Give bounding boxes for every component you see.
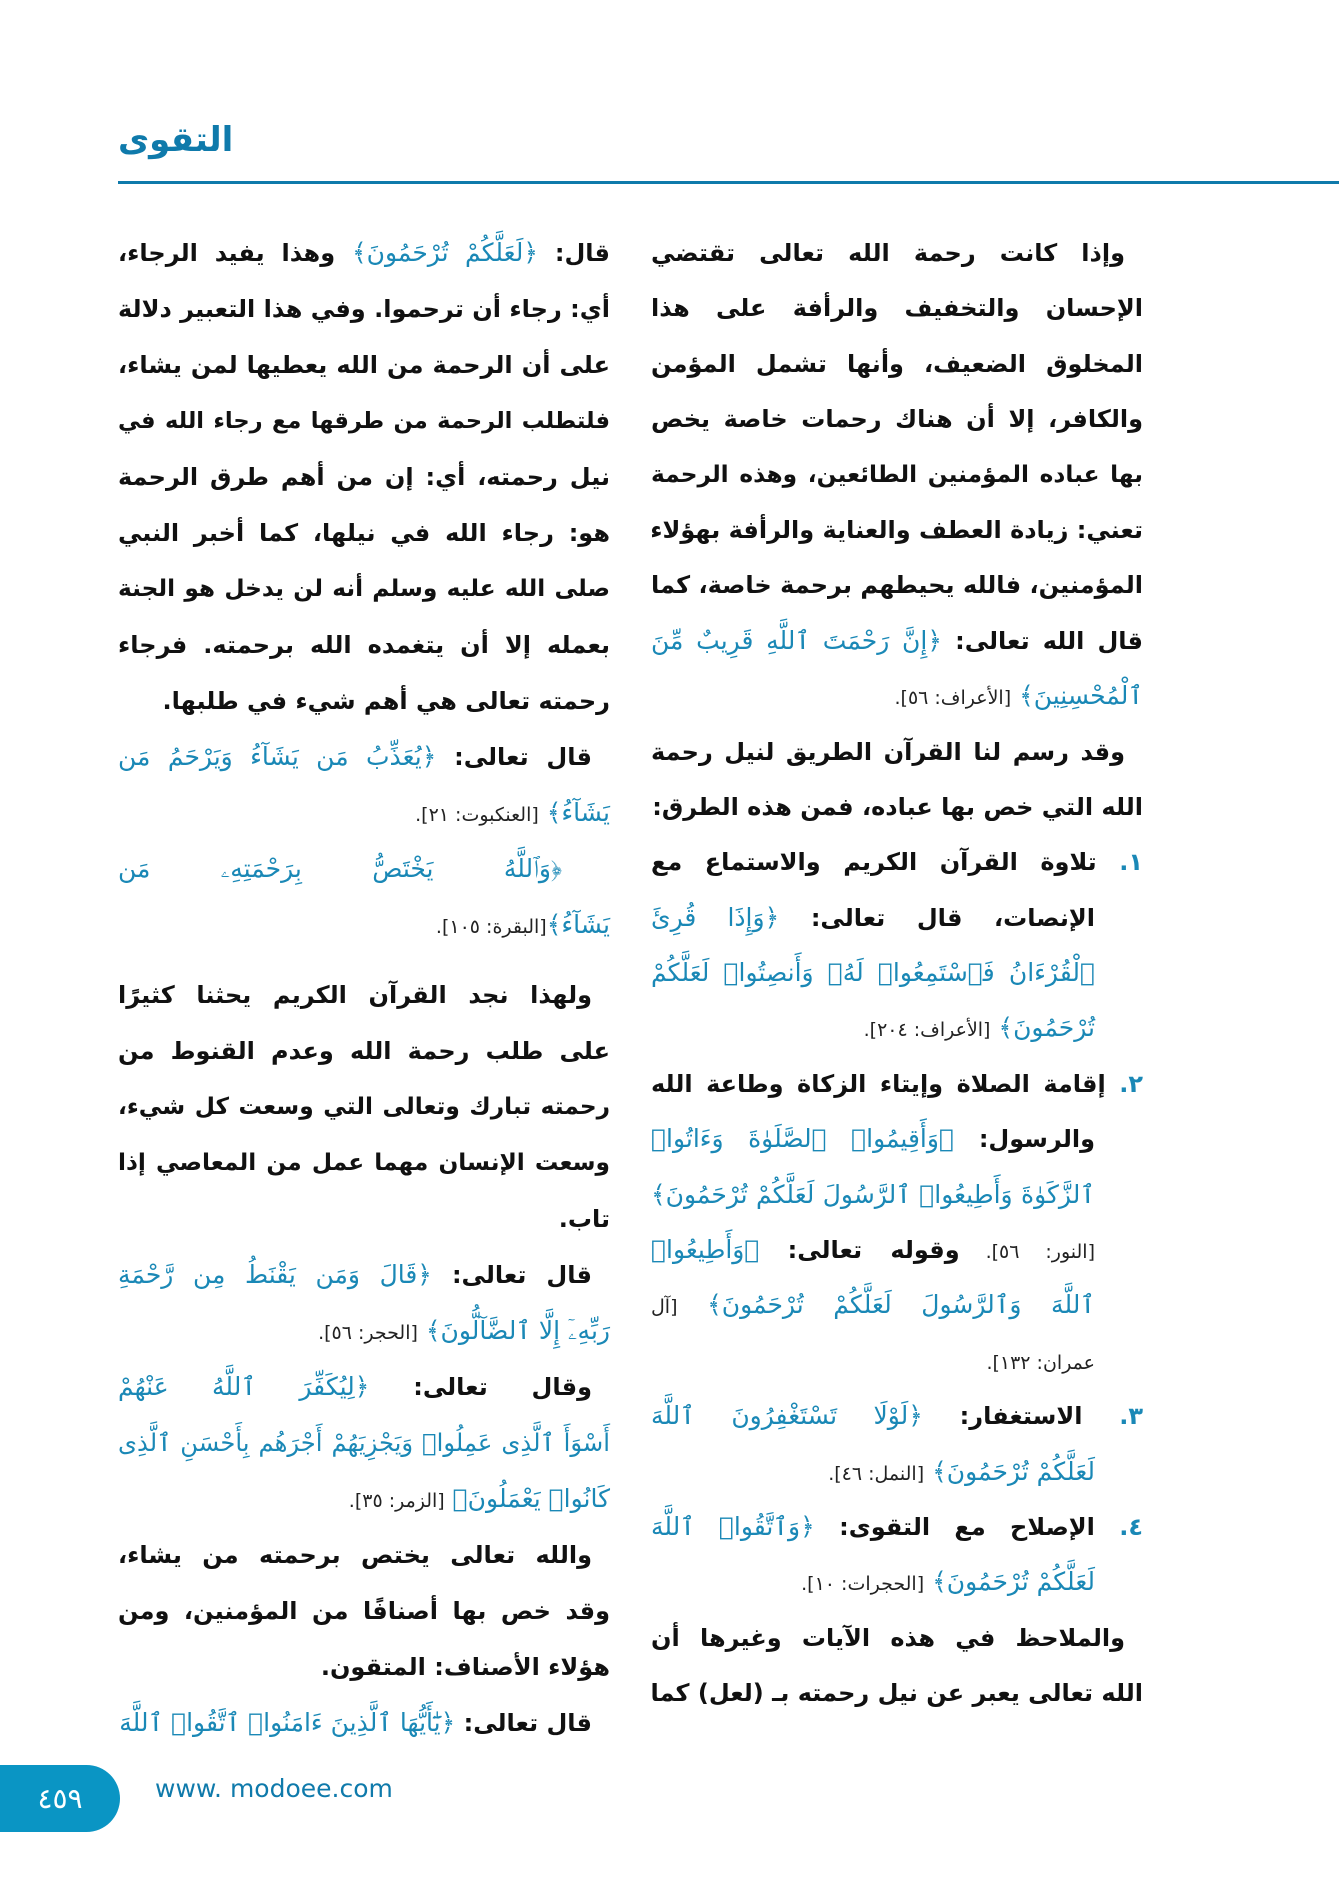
- running-title: التقوى: [118, 120, 234, 160]
- body-text: قال:: [538, 239, 610, 267]
- body-text: بها عباده المؤمنين الطائعين، وهذه الرحمة: [651, 460, 1143, 488]
- list-number: ١.: [1096, 848, 1144, 877]
- text-line: [118, 393, 610, 449]
- quran-verse: ﴿لَعَلَّكُمْ تُرْحَمُونَ﴾: [351, 238, 539, 267]
- quran-verse: ٱللَّهَ وَٱلرَّسُولَ لَعَلَّكُمْ تُرْحَمُونَ﴾: [677, 1290, 1095, 1320]
- verse-reference: [النمل: ٤٦].: [828, 1462, 925, 1485]
- quran-verse: ﴿إِنَّ رَحْمَتَ ٱللَّهِ قَرِيبٌ مِّنَ: [651, 625, 942, 655]
- quran-verse: ﴿وَٱتَّقُوا۟ ٱللَّهَ: [651, 1511, 815, 1541]
- body-text: إقامة الصلاة وإيتاء الزكاة وطاعة الله: [651, 1069, 1106, 1098]
- text-line: [651, 391, 1143, 446]
- verse-reference: [البقرة: ١٠٥].: [435, 916, 547, 938]
- text-line: [651, 557, 1143, 612]
- text-line: [651, 1610, 1143, 1665]
- verse-reference: [الزمر: ٣٥].: [348, 1490, 445, 1512]
- quran-verse: يَشَآءُ﴾: [546, 910, 610, 939]
- text-line: [118, 1527, 610, 1583]
- body-text: والكافر، إلا أن هناك رحمات خاصة يخص: [651, 405, 1143, 434]
- quran-verse: رَبِّهِۦٓ إِلَّا ٱلضَّآلُّونَ﴾: [417, 1316, 610, 1345]
- quran-verse: ٱلْمُحْسِنِينَ﴾: [1011, 681, 1143, 711]
- body-text: الاستغفار:: [922, 1402, 1083, 1431]
- quran-verse: لَعَلَّكُمْ تُرْحَمُونَ﴾: [924, 1456, 1095, 1486]
- quran-verse: أَسْوَأَ ٱلَّذِى عَمِلُوا۟ وَيَجْزِيَهُمْ أَجْرَهُم بِأَحْسَنِ ٱلَّذِى: [118, 1428, 610, 1457]
- text-line: [118, 617, 610, 673]
- body-text: أي: رجاء أن ترحموا. وفي هذا التعبير دلالة: [118, 295, 610, 323]
- text-line: [118, 1695, 610, 1751]
- text-line: [651, 1277, 1143, 1332]
- body-text: قال تعالى:: [436, 743, 592, 771]
- text-line: [651, 1554, 1143, 1609]
- body-text: والملاحظ في هذه الآيات وغيرها أن: [651, 1623, 1125, 1652]
- text-line: [118, 1135, 610, 1191]
- body-text: هؤلاء الأصناف: المتقون.: [320, 1653, 610, 1681]
- text-line: [651, 1665, 1143, 1720]
- body-text: نيل رحمته، أي: إن من أهم طرق الرحمة: [118, 463, 610, 491]
- page-number-badge: ٤٥٩: [0, 1765, 120, 1832]
- text-line: [118, 337, 610, 393]
- body-text: تلاوة القرآن الكريم والاستماع مع: [651, 848, 1097, 877]
- text-line: [651, 1111, 1143, 1166]
- verse-reference: [الأعراف: ٥٦].: [894, 687, 1012, 710]
- text-line: [118, 1023, 610, 1079]
- text-line: [651, 1388, 1143, 1443]
- text-line: [118, 967, 610, 1023]
- text-line: [651, 945, 1143, 1000]
- text-line: [651, 779, 1143, 834]
- body-text: وإذا كانت رحمة الله تعالى تقتضي: [651, 239, 1125, 267]
- body-text: تعني: زيادة العطف والعناية والرأفة بهؤلاء: [650, 515, 1143, 544]
- body-text: وهذا يفيد الرجاء،: [118, 239, 352, 267]
- text-line: [651, 1444, 1143, 1499]
- quran-verse: ٱلْقُرْءَانُ فَٱسْتَمِعُوا۟ لَهُۥ وَأَنصِتُوا۟ لَعَلَّكُمْ: [651, 958, 1095, 988]
- list-number: ٣.: [1082, 1402, 1143, 1431]
- body-text: وقد خص بها أصنافًا من المؤمنين، ومن: [118, 1597, 610, 1625]
- verse-reference: عمران: ١٣٢].: [986, 1351, 1095, 1374]
- verse-reference: [آل: [651, 1296, 678, 1319]
- text-line: [651, 225, 1143, 280]
- text-line: [118, 1415, 610, 1471]
- body-text: هو: رجاء الله في نيلها، كما أخبر النبي: [118, 519, 610, 547]
- quran-verse: ﴿يُعَذِّبُ مَن يَشَآءُ وَيَرْحَمُ مَن: [118, 742, 437, 771]
- body-text: والله تعالى يختص برحمته من يشاء،: [118, 1541, 592, 1569]
- quran-verse: ٱلزَّكَوٰةَ وَأَطِيعُوا۟ ٱلرَّسُولَ لَعَلَّكُمْ تُرْحَمُونَ﴾: [651, 1179, 1095, 1209]
- text-line: [118, 1079, 610, 1135]
- text-line: [118, 1247, 610, 1303]
- text-line: [651, 447, 1143, 502]
- body-text: فلتطلب الرحمة من طرقها مع رجاء الله في: [118, 408, 610, 434]
- text-line: [118, 225, 610, 281]
- text-line: [118, 1639, 610, 1695]
- text-line: [118, 281, 610, 337]
- text-line: [651, 1499, 1143, 1554]
- quran-verse: لَعَلَّكُمْ تُرْحَمُونَ﴾: [924, 1567, 1095, 1597]
- paragraph-gap: [118, 953, 610, 967]
- text-line: [118, 1303, 610, 1359]
- text-line: [118, 1359, 610, 1415]
- text-line: [118, 673, 610, 729]
- body-text: الله تعالى يعبر عن نيل رحمته بـ (لعل) كما: [650, 1679, 1143, 1708]
- verse-reference: [العنكبوت: ٢١].: [415, 804, 539, 826]
- body-text: والرسول:: [953, 1125, 1095, 1154]
- body-text: وقد رسم لنا القرآن الطريق لنيل رحمة: [651, 737, 1125, 766]
- text-line: [651, 890, 1143, 945]
- header-rule: [118, 181, 1339, 184]
- body-text: ولهذا نجد القرآن الكريم يحثنا كثيرًا: [118, 981, 592, 1009]
- body-text: الإنصات، قال تعالى:: [779, 903, 1095, 932]
- text-line: [118, 561, 610, 617]
- text-line: [651, 668, 1143, 723]
- body-text: قال تعالى:: [455, 1709, 592, 1737]
- text-line: [118, 449, 610, 505]
- text-line: [651, 724, 1143, 779]
- body-text: صلى الله عليه وسلم أنه لن يدخل هو الجنة: [118, 575, 610, 602]
- quran-verse: يَشَآءُ﴾: [538, 798, 610, 827]
- text-line: [651, 834, 1143, 889]
- quran-verse: ﴿وَأَطِيعُوا۟: [651, 1235, 760, 1265]
- text-line: [651, 502, 1143, 557]
- body-text: الله التي خص بها عباده، فمن هذه الطرق:: [652, 792, 1143, 821]
- text-line: [651, 1222, 1143, 1277]
- website-url[interactable]: www. modoee.com: [155, 1774, 393, 1803]
- quran-verse: ﴿لِيُكَفِّرَ ٱللَّهُ عَنْهُمْ: [118, 1372, 370, 1401]
- list-number: ٢.: [1105, 1069, 1143, 1098]
- quran-verse: ﴿لَوْلَا تَسْتَغْفِرُونَ ٱللَّهَ: [651, 1401, 923, 1431]
- text-line: [651, 1333, 1143, 1388]
- body-text: الإحسان والتخفيف والرأفة على هذا: [651, 294, 1143, 323]
- text-line: [651, 1167, 1143, 1222]
- body-text: رحمته تعالى هي أهم شيء في طلبها.: [162, 687, 610, 715]
- verse-reference: [الحجر: ٥٦].: [318, 1322, 418, 1344]
- quran-verse: ﴿يَٰٓأَيُّهَا ٱلَّذِينَ ءَامَنُوا۟ ٱتَّقُوا۟ ٱللَّهَ: [119, 1708, 456, 1737]
- text-line: [651, 613, 1143, 668]
- quran-verse: ﴿قَالَ وَمَن يَقْنَطُ مِن رَّحْمَةِ: [118, 1260, 432, 1289]
- body-text: المؤمنين، فالله يحيطهم برحمة خاصة، كما: [651, 571, 1143, 600]
- text-line: [651, 1056, 1143, 1111]
- verse-reference: [الأعراف: ٢٠٤].: [863, 1019, 991, 1042]
- text-line: [118, 1191, 610, 1247]
- body-text: قال الله تعالى:: [942, 626, 1143, 655]
- quran-verse: كَانُوا۟ يَعْمَلُونَ﴾: [444, 1484, 610, 1513]
- body-text: على أن الرحمة من الله يعطيها لمن يشاء،: [118, 351, 610, 379]
- text-column-left: [118, 225, 610, 1751]
- body-text: على طلب رحمة الله وعدم القنوط من: [118, 1037, 610, 1065]
- text-line: [118, 785, 610, 841]
- text-line: [651, 280, 1143, 335]
- text-line: [118, 505, 610, 561]
- list-number: ٤.: [1094, 1512, 1143, 1541]
- body-text: المخلوق الضعيف، وأنها تشمل المؤمن: [651, 349, 1143, 378]
- text-line: [118, 841, 610, 897]
- body-text: رحمته تبارك وتعالى التي وسعت كل شيء،: [118, 1093, 610, 1120]
- body-text: قال تعالى:: [431, 1261, 592, 1289]
- text-line: [651, 336, 1143, 391]
- text-column-right: [651, 225, 1143, 1721]
- text-line: [118, 729, 610, 785]
- quran-verse: ﴿وَأَقِيمُوا۟ ٱلصَّلَوٰةَ وَءَاتُوا۟: [651, 1124, 954, 1154]
- body-text: وقال تعالى:: [369, 1373, 592, 1401]
- text-line: [118, 1471, 610, 1527]
- body-text: وسعت الإنسان مهما عمل من المعاصي إذا: [118, 1149, 610, 1176]
- body-text: بعمله إلا أن يتغمده الله برحمته. فرجاء: [118, 631, 610, 659]
- text-line: [118, 897, 610, 953]
- quran-verse: تُرْحَمُونَ﴾: [990, 1013, 1095, 1043]
- body-text: تاب.: [558, 1205, 610, 1233]
- quran-verse: ﴿وَإِذَا قُرِئَ: [651, 902, 780, 932]
- text-line: [651, 1000, 1143, 1055]
- text-line: [118, 1583, 610, 1639]
- body-text: الإصلاح مع التقوى:: [814, 1512, 1095, 1541]
- quran-verse: ﴿وَٱللَّهُ يَخْتَصُّ بِرَحْمَتِهِۦ مَن: [118, 854, 562, 883]
- body-text: وقوله تعالى:: [759, 1236, 960, 1265]
- verse-reference: [النور: ٥٦].: [959, 1241, 1096, 1264]
- verse-reference: [الحجرات: ١٠].: [801, 1573, 925, 1596]
